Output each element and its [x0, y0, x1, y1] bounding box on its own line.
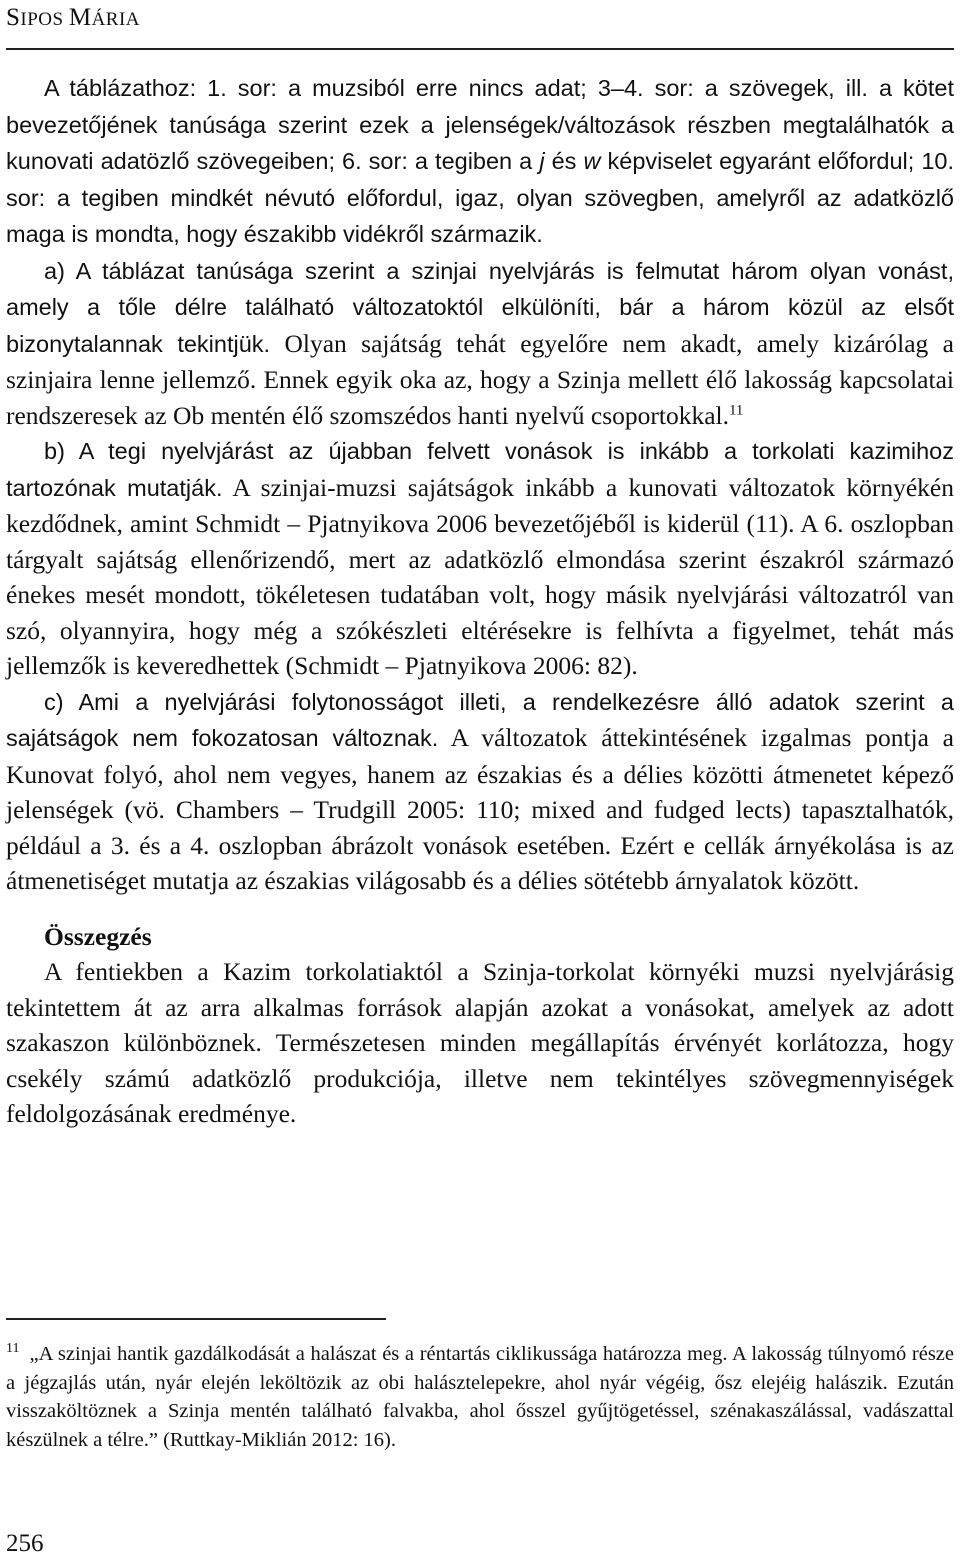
section-heading: Összegzés — [44, 921, 152, 951]
summary-paragraph: A fentiekben a Kazim torkolatiaktól a Szinja-torkolat környéki muzsi nyelvjárásig tekintettem át az arra alkalmas források alapján azokat a vonásokat, amelyek az adott szakaszon különböznek. Természetesen minden megállapítás érvényét korlátozza, hogy csekély számú adatközlő produkciója, illetve nem tekintélyes szövegmennyiségek feldolgozásának eredménye. — [6, 957, 954, 1128]
main-text — [6, 70, 954, 1132]
paragraph-b: b) A tegi nyelvjárást az újabban felvett vonások is inkább a torkolati kazimihoz tartozónak mutatják. A szinjai-muzsi sajátságok inkább a kunovati változatok környékén kezdődnek, amint Schmidt – Pjatnyikova 2006 bevezetőjéből is kiderül (11). A 6. oszlopban tárgyalt sajátság ellenőrizendő, mert az adatközlő elmondása szerint északról származó énekes mesét mondott, tökéletesen tudatában volt, hogy másik nyelvjárási változatról van szó, olyannyira, hogy még a szókészleti eltérésekre is felhívta a figyelmet, tehát más jellemzők is keveredhettek (Schmidt – Pjatnyikova 2006: 82). — [6, 438, 954, 680]
page-header — [6, 2, 954, 50]
footnote — [6, 1340, 954, 1454]
footnote-text: „A szinjai hantik gazdálkodását a halászat és a réntartás ciklikussága határozza meg. A lakosság túlnyomó része a jégzajlás után, nyár elején leköltözik az obi halásztelepekre, ahol nyár végéig, ősz elejéig halászik. Ezután visszaköltöznek a Szinja mentén található falvakba, ahol ősszel gyűjtögetéssel, szénakaszálással, vadászattal készülnek a télre.” (Ruttkay-Miklián 2012: 16). — [6, 1343, 954, 1451]
paragraph-table-notes: A táblázathoz: 1. sor: a muzsiból erre nincs adat; 3–4. sor: a szövegek, ill. a kötet bevezetőjének tanúsága szerint ezek a jelenségek/változások részben megtalálhatók a kunovati adatözlő szövegeiben; 6. sor: a tegiben a j és w képviselet egyaránt előfordul; 10. sor: a tegiben mindkét névutó előfordul, igaz, olyan szövegben, amelyről az adatközlő maga is mondta, hogy északibb vidékről származik. — [6, 75, 954, 247]
footnote-divider — [6, 1318, 386, 1320]
paragraph-c: c) Ami a nyelvjárási folytonosságot illeti, a rendelkezésre álló adatok szerint a sajátságok nem fokozatosan változnak. A változatok áttekintésének izgalmas pontja a Kunovat folyó, ahol nem vegyes, hanem az északias és a délies közötti átmenetet képező jelenségek (vö. Chambers – Trudgill 2005: 110; mixed and fudged lects) tapasztalhatók, például a 3. és a 4. oszlopban ábrázolt vonások esetében. Ezért e cellák árnyékolása is az átmenetiséget mutatja az északias világosabb és a délies sötétebb árnyalatok között. — [6, 688, 955, 895]
running-head-author: SIPOS MÁRIA — [6, 4, 141, 31]
footnote-reference[interactable]: 11 — [728, 402, 744, 418]
page-number: 256 — [6, 1530, 44, 1557]
footnote-number: 11 — [6, 1341, 20, 1357]
paragraph-a: a) A táblázat tanúsága szerint a szinjai nyelvjárás is felmutat három olyan vonást, amely a tőle délre található változatoktól elkülöníti, bár a három közül az elsőt bizonytalannak tekintjük. Olyan sajátság tehát egyelőre nem akadt, amely kizárólag a szinjaira lenne jellemző. Ennek egyik oka az, hogy a Szinja mellett élő lakosság kapcsolatai rendszeresek az Ob mentén élő szomszédos hanti nyelvű csoportokkal.$^{11}$ — [6, 257, 954, 430]
